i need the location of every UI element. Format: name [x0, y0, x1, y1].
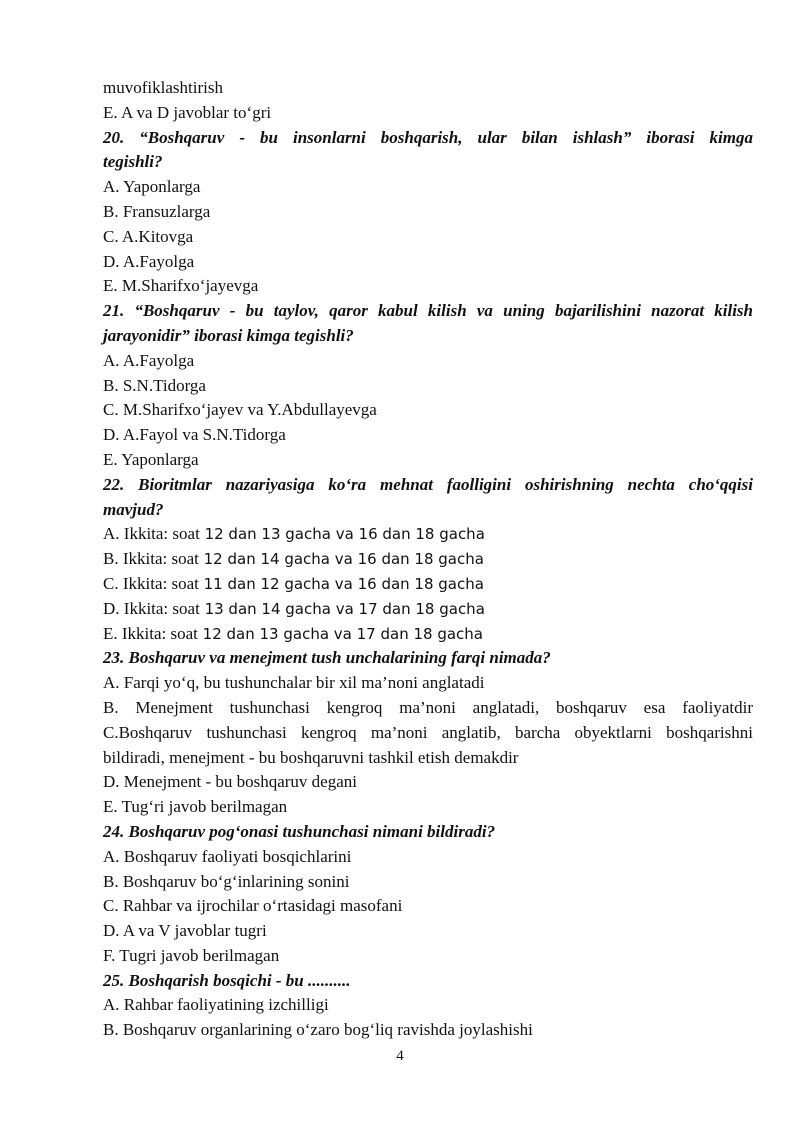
answer-option: E. M.Sharifxo‘jayevga — [103, 276, 259, 296]
answer-option — [103, 522, 753, 547]
question-text: 24. Boshqaruv pog‘onasi tushunchasi nimani bildiradi? — [103, 821, 496, 841]
answer-option: muvofiklashtirish — [103, 78, 223, 97]
answer-option-prefix: D. Ikkita: soat — [103, 598, 200, 618]
question-text: 21. “Boshqaruv - bu taylov, qaror kabul kilish va uning bajarilishini nazorat kilish — [103, 301, 753, 321]
question-text: tegishli? — [103, 152, 163, 172]
answer-option — [103, 597, 753, 622]
answer-option: B. Menejment tushunchasi kengroq ma’noni anglatadi, boshqaruv esa faoliyatdir — [103, 697, 753, 717]
answer-option-rest: 13 dan 14 gacha va 17 dan 18 gacha — [199, 599, 485, 618]
answer-option — [103, 547, 753, 572]
question-text: 23. Boshqaruv va menejment tush unchalarining farqi nimada? — [103, 648, 551, 668]
answer-option: A. Boshqaruv faoliyati bosqichlarini — [103, 846, 352, 866]
question-text: jarayonidir” iborasi kimga tegishli? — [103, 325, 354, 345]
question-text: 22. Bioritmlar nazariyasiga ko‘ra mehnat faolligini oshirishning nechta cho‘qqisi — [103, 474, 753, 494]
answer-option: E. Tug‘ri javob berilmagan — [103, 797, 288, 817]
answer-option: B. S.N.Tidorga — [103, 375, 206, 395]
answer-option: E. Yaponlarga — [103, 449, 199, 469]
answer-option: A. Farqi yo‘q, bu tushunchalar bir xil ma’noni anglatadi — [103, 673, 485, 693]
question-text: 20. “Boshqaruv - bu insonlarni boshqarish, ular bilan ishlash” iborasi kimga — [103, 127, 753, 147]
answer-option-rest: 12 dan 13 gacha va 16 dan 18 gacha — [199, 525, 485, 544]
answer-option: F. Tugri javob berilmagan — [103, 945, 280, 965]
answer-option-prefix: A. Ikkita: soat — [103, 524, 200, 544]
answer-option: A. Rahbar faoliyatining izchilligi — [103, 995, 329, 1015]
answer-option: C. M.Sharifxo‘jayev va Y.Abdullayevga — [103, 400, 377, 420]
question-text: mavjud? — [103, 499, 164, 519]
question-text: 25. Boshqarish bosqichi - bu .......... — [103, 970, 351, 990]
answer-option: bildiradi, menejment - bu boshqaruvni tashkil etish demakdir — [103, 747, 519, 767]
answer-option — [103, 572, 753, 597]
answer-option: A. Yaponlarga — [103, 177, 201, 197]
page-content — [103, 76, 753, 1043]
answer-option: D. A va V javoblar tugri — [103, 921, 267, 941]
answer-option: E. A va D javoblar to‘gri — [103, 102, 272, 122]
answer-option: B. Boshqaruv organlarining o‘zaro bog‘liq ravishda joylashishi — [103, 1020, 533, 1040]
answer-option-rest: 12 dan 13 gacha va 17 dan 18 gacha — [197, 624, 483, 643]
answer-option: C. A.Kitovga — [103, 226, 194, 246]
answer-option: C.Boshqaruv tushunchasi kengroq ma’noni anglatib, barcha obyektlarni boshqarishni — [103, 722, 753, 742]
answer-option-prefix: B. Ikkita: soat — [103, 549, 199, 569]
page-number: 4 — [396, 1048, 404, 1064]
answer-option: B. Boshqaruv bo‘g‘inlarining sonini — [103, 871, 350, 891]
answer-option: D. A.Fayol va S.N.Tidorga — [103, 425, 286, 445]
answer-option: A. A.Fayolga — [103, 350, 195, 370]
answer-option: C. Rahbar va ijrochilar o‘rtasidagi masofani — [103, 896, 403, 916]
answer-option-rest: 11 dan 12 gacha va 16 dan 18 gacha — [198, 574, 484, 593]
answer-option-prefix: C. Ikkita: soat — [103, 573, 199, 593]
answer-option: B. Fransuzlarga — [103, 201, 211, 221]
answer-option: D. Menejment - bu boshqaruv degani — [103, 772, 357, 792]
answer-option-prefix: E. Ikkita: soat — [103, 623, 198, 643]
answer-option — [103, 622, 753, 647]
answer-option-rest: 12 dan 14 gacha va 16 dan 18 gacha — [198, 550, 484, 569]
answer-option: D. A.Fayolga — [103, 251, 195, 271]
